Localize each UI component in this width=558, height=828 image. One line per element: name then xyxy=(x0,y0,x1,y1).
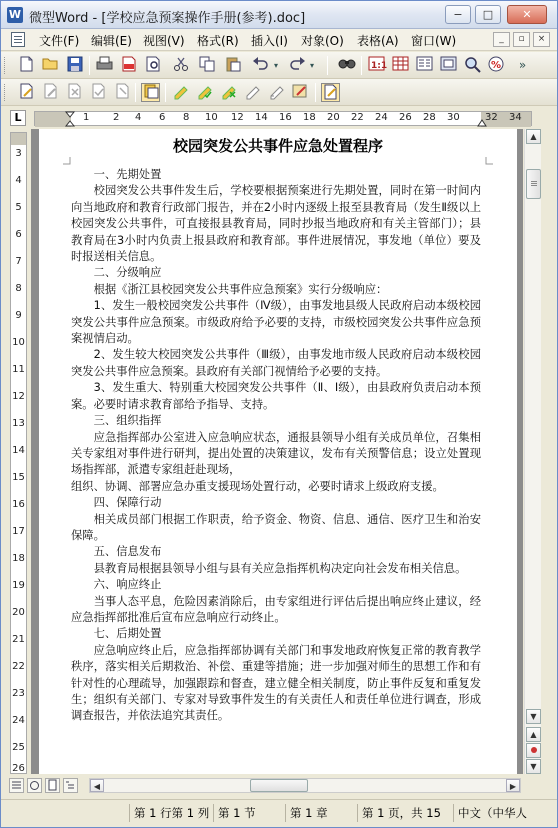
ruler-number: 12 xyxy=(12,391,25,402)
ruler-number: 10 xyxy=(12,337,25,348)
paragraph-heading: 三、组织指挥 xyxy=(93,414,162,428)
status-chapter: 第 1 章 xyxy=(285,804,357,822)
toolbar-overflow-icon[interactable]: » xyxy=(518,58,527,72)
ruler-number: 30 xyxy=(447,112,460,123)
standard-toolbar xyxy=(1,52,557,79)
menu-object[interactable]: 对象(O) xyxy=(301,34,344,48)
toolbar-separator xyxy=(89,56,90,75)
columns-icon[interactable] xyxy=(415,56,434,75)
toolbar-separator xyxy=(315,83,316,102)
ruler-number: 1 xyxy=(83,112,90,123)
doc-minimize-button[interactable]: _ xyxy=(493,32,510,47)
doc-close-button[interactable]: × xyxy=(533,32,550,47)
paragraph-heading: 五、信息发布 xyxy=(93,545,162,559)
paragraph-heading: 二、分级响应 xyxy=(93,266,162,280)
ruler-number: 5 xyxy=(15,202,22,213)
scroll-thumb[interactable] xyxy=(526,169,541,199)
menu-view[interactable]: 视图(V) xyxy=(143,34,185,48)
paragraph-heading: 四、保障行动 xyxy=(93,496,162,510)
ruler-number: 13 xyxy=(12,418,25,429)
ruler-number: 12 xyxy=(231,112,244,123)
menu-table[interactable]: 表格(A) xyxy=(357,34,399,48)
title-bar[interactable] xyxy=(1,1,557,29)
paragraph-heading: 一、先期处置 xyxy=(93,168,162,181)
pdf-icon[interactable] xyxy=(119,56,138,75)
paragraph: 1、发生一般校园突发公共事件（Ⅳ级），由事发地县级人民政府启动本级校园突发公共事件应急预案。市级政府给予必要的支持，市级校园突发公共事件应急预案视情启动。 xyxy=(71,299,481,346)
ruler-number: 18 xyxy=(12,553,25,564)
page-view-icon[interactable] xyxy=(45,778,60,793)
new-icon[interactable] xyxy=(17,56,36,75)
zoom-icon[interactable] xyxy=(463,56,482,75)
toolbar-separator xyxy=(327,56,328,75)
vertical-ruler[interactable] xyxy=(10,132,27,774)
edit-page-icon[interactable] xyxy=(17,83,36,102)
indent-marker-icon[interactable] xyxy=(65,112,75,127)
word-app-icon[interactable]: W xyxy=(8,8,22,21)
paragraph: 应急响应终止后，应急指挥部协调有关部门和事发地政府恢复正常的教育教学秩序，落实相关后期救治、补偿、重建等措施；进一步加强对师生的思想工作和有针对性的心理疏导，加强跟踪和督查，建立健全相关制度，防止事件反复和重复发生；组织有关部门、专家对导致事件发生的有关责任人和责任单位进行调查，形成调查报告，并依法追究其责任。 xyxy=(71,643,481,723)
document-viewport[interactable] xyxy=(31,129,523,774)
margin-corner-mark xyxy=(63,157,71,165)
ruler-number: 32 xyxy=(485,112,498,123)
delete-page-icon[interactable] xyxy=(65,83,84,102)
window-title: 微型Word - [学校应急预案操作手册(参考).doc] xyxy=(29,11,306,26)
ruler-number: 4 xyxy=(135,112,142,123)
status-bar xyxy=(1,799,557,827)
ruler-number: 18 xyxy=(303,112,316,123)
status-line-column: 第 1 行第 1 列 xyxy=(129,804,211,822)
menu-insert[interactable]: 插入(I) xyxy=(251,34,288,48)
paragraph: 当事人态平息，危险因素消除后，由专家组进行评估后提出响应终止建议，经应急指挥部批准后宣布应急响应行动终止。 xyxy=(71,594,481,624)
ruler-number: 19 xyxy=(12,580,25,591)
ruler-number: 28 xyxy=(423,112,436,123)
ruler-number: 11 xyxy=(12,364,25,375)
toolbar-separator xyxy=(361,56,362,75)
undo-dropdown-icon[interactable]: ▾ xyxy=(273,61,278,70)
ruler-number: 9 xyxy=(15,310,22,321)
paste-icon[interactable] xyxy=(223,56,242,75)
print-icon[interactable] xyxy=(95,56,114,75)
ruler-number: 3 xyxy=(15,148,22,159)
horizontal-ruler[interactable] xyxy=(34,111,532,126)
accept-page-icon[interactable] xyxy=(89,83,108,102)
menu-format[interactable]: 格式(R) xyxy=(197,34,239,48)
vertical-scrollbar[interactable] xyxy=(524,129,541,774)
document-icon[interactable] xyxy=(11,32,25,47)
doc-restore-button[interactable]: ▫ xyxy=(513,32,530,47)
ruler-number: 20 xyxy=(327,112,340,123)
ruler-number: 6 xyxy=(15,229,22,240)
ruler-number: 10 xyxy=(205,112,218,123)
web-view-icon[interactable] xyxy=(27,778,42,793)
open-icon[interactable] xyxy=(41,56,60,75)
paragraph: 相关成员部门根据工作职责，给予资金、物资、信息、通信、医疗卫生和治安保障。 xyxy=(71,512,481,542)
paragraph: 组织、协调、部署应急办重支援现场处置行动，必要时请求上级政府支援。 xyxy=(71,479,444,493)
menu-window[interactable]: 窗口(W) xyxy=(411,34,457,48)
status-page: 第 1 页，共 15 xyxy=(357,804,451,822)
paragraph: 应急指挥部办公室进入应急响应状态，通报县领导小组有关成员单位，召集相关专家组对事件进行研判，提出处置的决策建议，发布有关预警信息；设立处置现场指挥部，派遣专家组赶赴现场， xyxy=(71,430,481,477)
ruler-number: 24 xyxy=(375,112,388,123)
paragraph: 校园突发公共事件发生后，学校要根据预案进行先期处置，同时在第一时间内向当地政府和教育行政部门报告，并在2小时内逐级上报至县教育局（发生Ⅱ级以上校园突发公共事件，可直接报县教育局，同时抄报当地政府和有关主管部门）；县教育局在3小时内负责上报县政府和教育部。事件进展情况，事发地（单位）要及时报送相关信息。 xyxy=(71,184,481,264)
ruler-number: 21 xyxy=(12,634,25,645)
document-title: 校园突发公共事件应急处置程序 xyxy=(172,137,383,155)
ruler-number: 25 xyxy=(12,742,25,753)
toolbar-grip[interactable] xyxy=(4,84,7,101)
review-toolbar xyxy=(1,79,557,106)
paragraph: 县教育局根据县领导小组与县有关应急指挥机构决定向社会发布相关信息。 xyxy=(93,561,467,575)
cut-icon[interactable] xyxy=(171,56,190,75)
paragraph: 3、发生重大、特别重大校园突发公共事件（Ⅱ、Ⅰ级），由县政府负责启动本预案。必要时请求教育部给予指导、支持。 xyxy=(71,381,481,411)
paragraph: 根据《浙江县校园突发公共事件应急预案》实行分级响应： xyxy=(93,282,388,296)
menu-file[interactable]: 文件(F) xyxy=(39,34,80,48)
tab-stop-selector[interactable]: L xyxy=(10,110,26,126)
horizontal-scroll-thumb[interactable] xyxy=(250,779,308,792)
scroll-left-button[interactable]: ◀ xyxy=(90,779,104,792)
ruler-number: 16 xyxy=(12,499,25,510)
ruler-number: 22 xyxy=(12,661,25,672)
reject-page-icon[interactable] xyxy=(113,83,132,102)
toolbar-separator xyxy=(135,83,136,102)
print-preview-icon[interactable] xyxy=(143,56,162,75)
ruler-number: 4 xyxy=(15,175,22,186)
ruler-number: 8 xyxy=(15,283,22,294)
toolbar-separator xyxy=(165,83,166,102)
svg-text:%: % xyxy=(491,60,502,71)
page-number-icon[interactable] xyxy=(367,56,386,75)
scroll-down-button[interactable]: ▼ xyxy=(526,709,541,724)
svg-text:1:1: 1:1 xyxy=(371,61,388,71)
ruler-top-margin xyxy=(11,133,26,145)
frame-icon[interactable] xyxy=(439,56,458,75)
normal-view-icon[interactable] xyxy=(9,778,24,793)
ruler-number: 24 xyxy=(12,715,25,726)
redo-icon[interactable] xyxy=(287,56,306,75)
margin-corner-mark xyxy=(485,157,493,165)
ruler-number: 16 xyxy=(279,112,292,123)
reject-all-icon[interactable] xyxy=(267,83,286,102)
highlight-pen-icon[interactable] xyxy=(171,83,190,102)
ruler-number: 8 xyxy=(183,112,190,123)
percent-icon[interactable] xyxy=(487,56,506,75)
scroll-right-button[interactable]: ▶ xyxy=(506,779,520,792)
edit-page-gray-icon[interactable] xyxy=(41,83,60,102)
ruler-number: 23 xyxy=(12,688,25,699)
close-button[interactable]: ✕ xyxy=(507,5,547,24)
copy-icon[interactable] xyxy=(197,56,216,75)
browse-object-icon[interactable] xyxy=(526,743,541,758)
ruler-number: 20 xyxy=(12,607,25,618)
paragraph-heading: 七、后期处置 xyxy=(93,627,162,641)
ruler-number: 14 xyxy=(255,112,268,123)
accept-change-icon[interactable] xyxy=(195,83,214,102)
document-body[interactable] xyxy=(71,167,481,725)
maximize-button[interactable]: □ xyxy=(475,5,501,24)
reject-change-icon[interactable] xyxy=(219,83,238,102)
accept-all-icon[interactable] xyxy=(243,83,262,102)
minimize-button[interactable]: − xyxy=(445,5,471,24)
toolbar-grip[interactable] xyxy=(4,57,7,74)
next-page-icon[interactable]: ▼ xyxy=(526,759,541,774)
ruler-number: 34 xyxy=(509,112,522,123)
ruler-number: 2 xyxy=(113,112,120,123)
review-pane-icon[interactable] xyxy=(321,83,340,102)
document-page[interactable] xyxy=(39,129,517,774)
comment-icon[interactable] xyxy=(291,83,310,102)
ruler-number: 26 xyxy=(399,112,412,123)
ruler-number: 22 xyxy=(351,112,364,123)
undo-icon[interactable] xyxy=(251,56,270,75)
menu-edit[interactable]: 编辑(E) xyxy=(91,34,132,48)
status-language: 中文（中华人 xyxy=(453,804,557,822)
menu-bar xyxy=(1,29,557,51)
scroll-up-button[interactable]: ▲ xyxy=(526,129,541,144)
find-icon[interactable] xyxy=(337,56,356,75)
ruler-number: 17 xyxy=(12,526,25,537)
view-and-scroll-row xyxy=(1,775,557,796)
insert-table-icon[interactable] xyxy=(391,56,410,75)
paragraph-heading: 六、响应终止 xyxy=(93,578,162,592)
previous-page-icon[interactable]: ▲ xyxy=(526,727,541,742)
save-icon[interactable] xyxy=(65,56,84,75)
paragraph: 2、发生较大校园突发公共事件（Ⅲ级），由事发地市级人民政府启动本级校园突发公共事件应急预案。县政府有关部门视情给予必要的支持。 xyxy=(71,348,481,378)
horizontal-scrollbar[interactable] xyxy=(89,778,521,793)
redo-dropdown-icon[interactable]: ▾ xyxy=(309,61,314,70)
ruler-number: 6 xyxy=(159,112,166,123)
ruler-row xyxy=(1,107,557,129)
outline-view-icon[interactable] xyxy=(63,778,78,793)
track-changes-icon[interactable] xyxy=(141,83,160,102)
ruler-number: 15 xyxy=(12,472,25,483)
ruler-number: 14 xyxy=(12,445,25,456)
status-section: 第 1 节 xyxy=(213,804,283,822)
ruler-number: 7 xyxy=(15,256,22,267)
ruler-number: 26 xyxy=(12,763,25,774)
